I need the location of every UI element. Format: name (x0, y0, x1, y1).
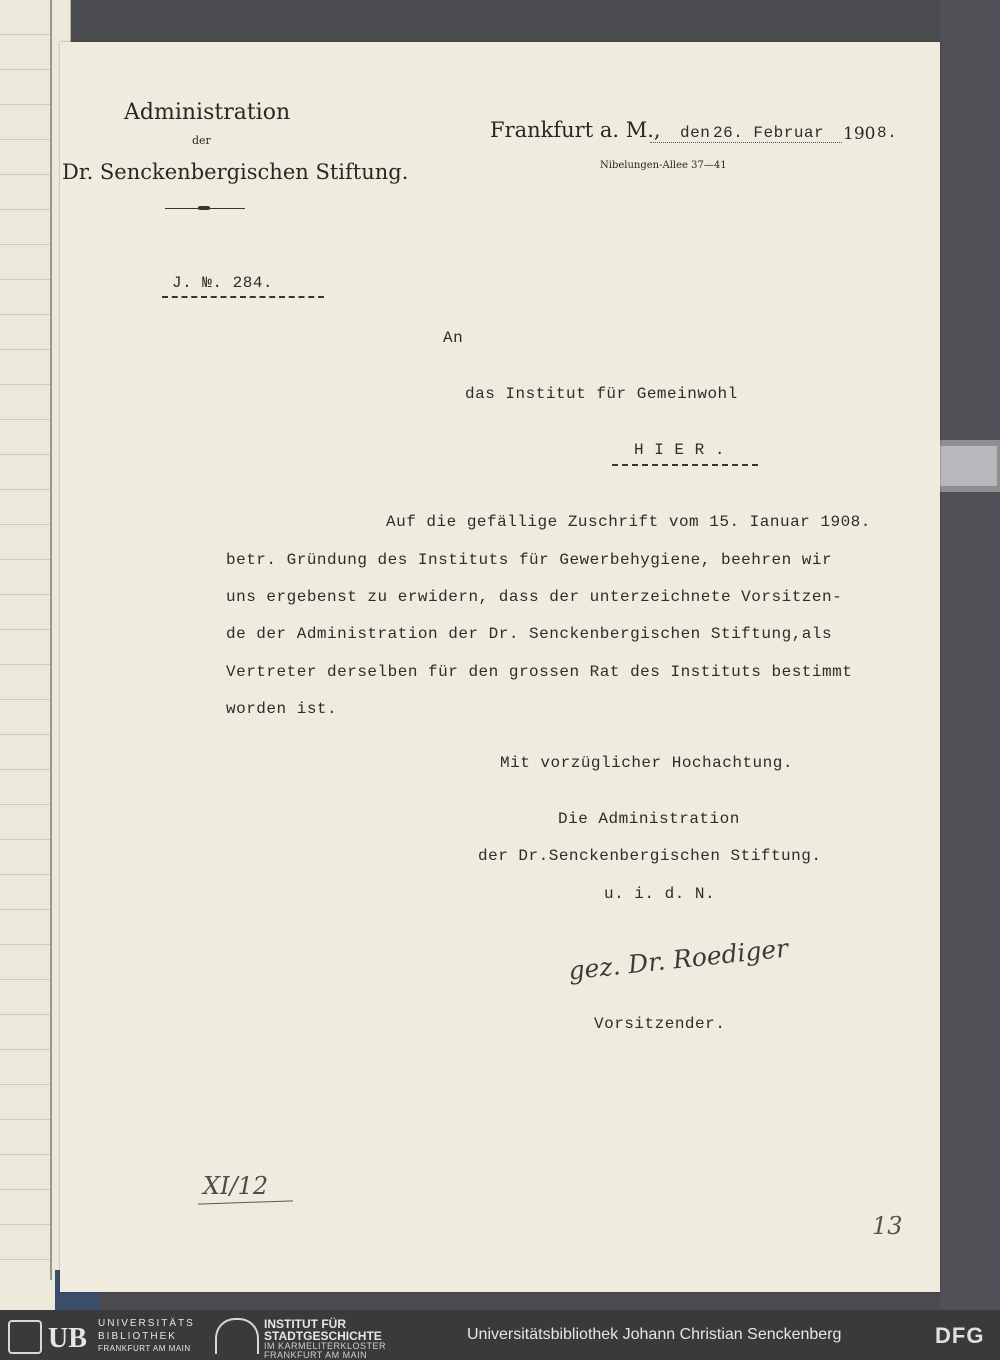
letterhead-line2: der (192, 134, 211, 147)
address: Nibelungen-Allee 37—41 (600, 160, 727, 171)
body-line: betr. Gründung des Instituts für Gewerbehygiene, beehren wir (226, 551, 833, 569)
signature-line3: u. i. d. N. (604, 885, 716, 903)
body-line: worden ist. (226, 700, 338, 718)
letterhead-line3: Dr. Senckenbergischen Stiftung. (62, 160, 409, 184)
recipient-name: das Institut für Gemeinwohl (465, 385, 738, 403)
body-line: Vertreter derselben für den grossen Rat des Instituts bestimmt (226, 663, 853, 681)
recipient-hier: H I E R . (634, 441, 725, 459)
dfg-logo: DFG (935, 1323, 985, 1348)
page-edge (50, 0, 52, 1280)
signature-line2: der Dr.Senckenbergischen Stiftung. (478, 847, 822, 865)
background-right (940, 0, 1000, 1310)
journal-underline (162, 296, 324, 298)
letterhead-ornament-center (198, 206, 210, 210)
ruled-lines (0, 0, 52, 1280)
signer-title: Vorsitzender. (594, 1015, 726, 1033)
footer-bar (0, 1310, 1000, 1360)
letterhead-line1: Administration (124, 100, 291, 125)
ub-line2: BIBLIOTHEK (98, 1331, 177, 1342)
page-number: 13 (872, 1212, 903, 1240)
institute-logo-icon (215, 1318, 259, 1354)
handwritten-signature: gez. Dr. Roediger (567, 933, 790, 986)
place: Frankfurt a. M., (490, 118, 661, 142)
body-line: Auf die gefällige Zuschrift vom 15. Ianuar 1908. (386, 513, 871, 531)
recipient-an: An (443, 329, 464, 347)
closing-greeting: Mit vorzüglicher Hochachtung. (500, 754, 793, 772)
year-prefix: 190 (843, 124, 876, 144)
inst-line2: STADTGESCHICHTE (264, 1329, 382, 1343)
ub-logo-text: UB (48, 1323, 87, 1354)
inst-line4: FRANKFURT AM MAIN (264, 1350, 368, 1360)
date-value: 26. Februar (713, 124, 825, 142)
ub-line3: FRANKFURT AM MAIN (98, 1344, 191, 1353)
body-line: de der Administration der Dr. Senckenbergischen Stiftung,als (226, 625, 833, 643)
footer-center-text: Universitätsbibliothek Johann Christian Senckenberg (467, 1326, 842, 1343)
date-underline (650, 142, 842, 143)
journal-number: J. №. 284. (172, 274, 274, 292)
hier-underline (612, 464, 758, 466)
inst-line1: INSTITUT FÜR (264, 1317, 346, 1331)
ub-logo-icon (8, 1320, 42, 1354)
year-suffix: 8. (877, 124, 898, 142)
ub-line1: UNIVERSITÄTS (98, 1318, 195, 1329)
signature-line1: Die Administration (558, 810, 740, 828)
body-line: uns ergebenst zu erwidern, dass der unterzeichnete Vorsitzen- (226, 588, 843, 606)
inst-line3: IM KARMELITERKLOSTER (264, 1341, 387, 1351)
date-den: den (680, 124, 711, 142)
archive-mark: XI/12 (203, 1172, 269, 1200)
